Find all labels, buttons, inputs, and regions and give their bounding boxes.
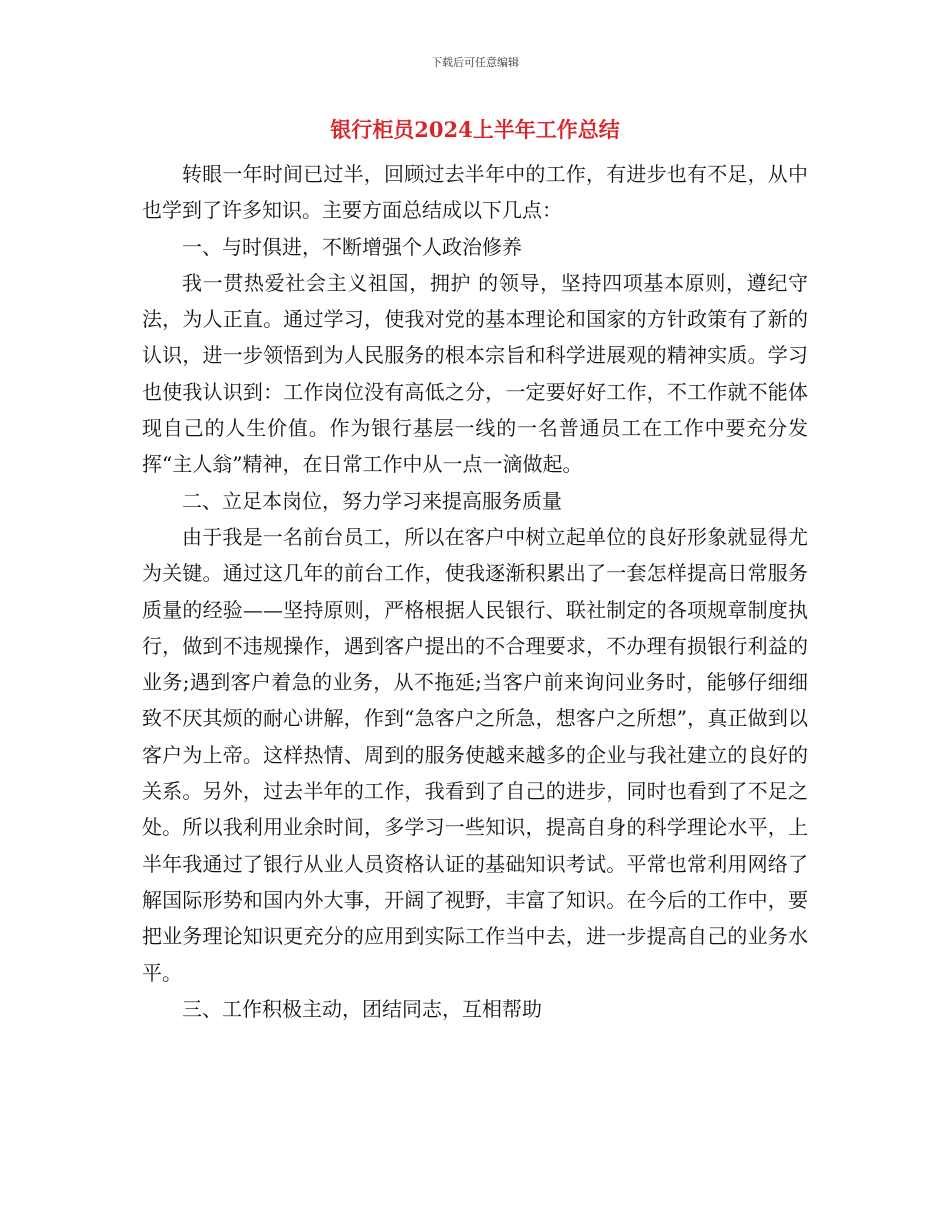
paragraph-section-2: 由于我是一名前台员工，所以在客户中树立起单位的良好形象就显得尤为关键。通过这几年的前台工作，使我逐渐积累出了一套怎样提高日常服务质量的经验——坚持原则，严格根据人民银行、联社制定的各项规章制度执行，做到不违规操作，遇到客户提出的不合理要求，不办理有损银行利益的业务;遇到客户着急的业务，从不拖延;当客户前来询问业务时，能够仔细细致不厌其烦的耐心讲解，作到“急客户之所急，想客户之所想”，真正做到以客户为上帝。这样热情、周到的服务使越来越多的企业与我社建立的良好的关系。另外，过去半年的工作，我看到了自己的进步，同时也看到了不足之处。所以我利用业余时间，多学习一些知识，提高自身的科学理论水平，上半年我通过了银行从业人员资格认证的基础知识考试。平常也常利用网络了解国际形势和国内外大事，开阔了视野，丰富了知识。在今后的工作中，要把业务理论知识更充分的应用到实际工作当中去，进一步提高自己的业务水平。 (142, 524, 808, 985)
document-body (142, 156, 808, 1027)
section-heading-2: 二、立足本岗位，努力学习来提高服务质量 (182, 488, 562, 513)
section-heading-3: 三、工作积极主动，团结同志，互相帮助 (182, 996, 542, 1021)
paragraph-section-1: 我一贯热爱社会主义祖国，拥护 的领导，坚持四项基本原则，遵纪守法，为人正直。通过学习，使我对党的基本理论和国家的方针政策有了新的认识，进一步领悟到为人民服务的根本宗旨和科学进展观的精神实质。学习也使我认识到：工作岗位没有高低之分，一定要好好工作，不工作就不能体现自己的人生价值。作为银行基层一线的一名普通员工在工作中要充分发挥“主人翁”精神，在日常工作中从一点一滴做起。 (142, 270, 808, 477)
section-heading-1: 一、与时俱进，不断增强个人政治修养 (182, 234, 522, 259)
paragraph-intro: 转眼一年时间已过半，回顾过去半年中的工作，有进步也有不足，从中也学到了许多知识。主要方面总结成以下几点： (142, 162, 808, 223)
header-note: 下载后可任意编辑 (431, 56, 519, 69)
document-title: 银行柜员2024上半年工作总结 (330, 117, 620, 142)
